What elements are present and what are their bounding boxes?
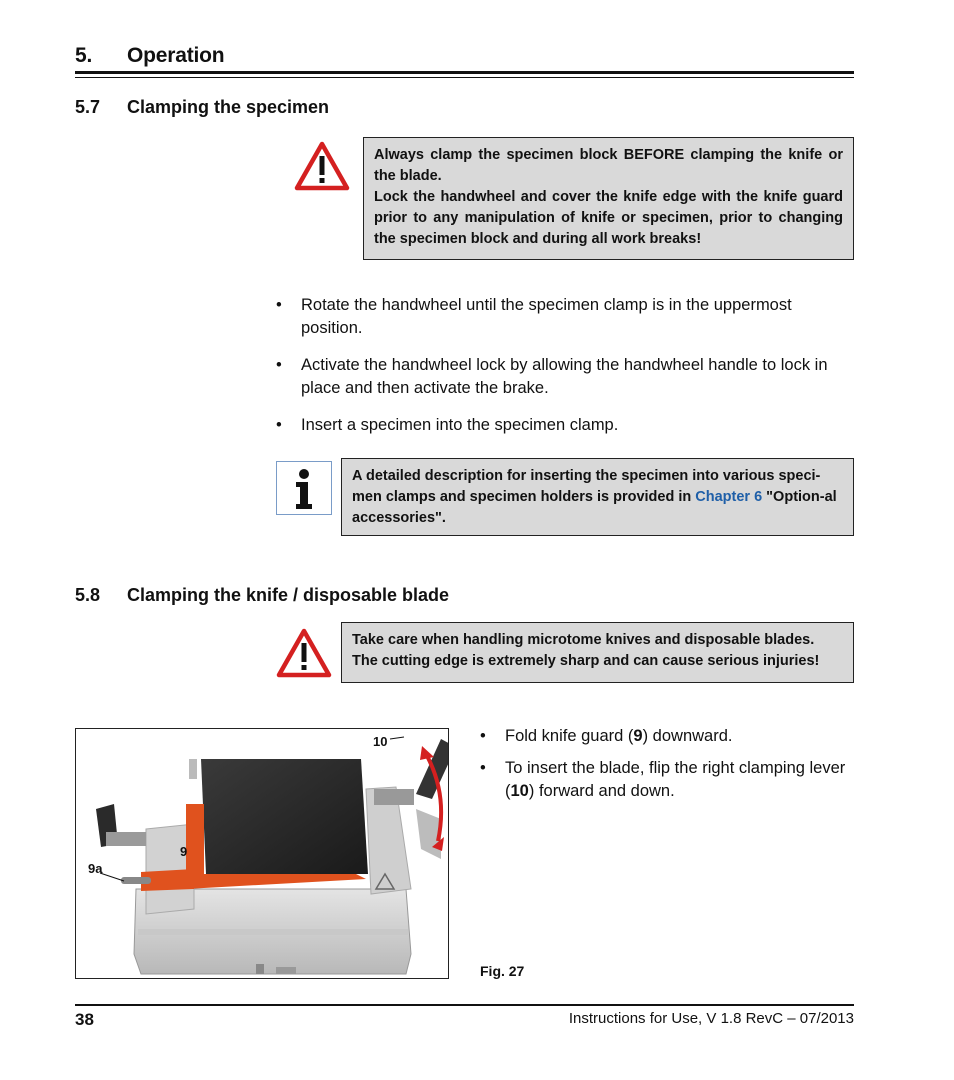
header-rule: [75, 71, 854, 74]
section-title-text: Clamping the specimen: [127, 97, 330, 117]
section-number: 5.7: [75, 97, 101, 117]
chapter-title-text: Operation: [127, 44, 225, 67]
info-box: [341, 458, 854, 536]
list-item: • Activate the handwheel lock by allowing the handwheel handle to lock in place and then activate the brake.: [276, 354, 854, 400]
footer-rule: [75, 1004, 854, 1006]
warning-icon: [294, 141, 350, 191]
bullet-text: To insert the blade, flip the right clamping lever (10) forward and down.: [505, 759, 846, 800]
warning-text-1: Take care when handling microtome knives and disposable blades.: [352, 632, 815, 648]
warning-text-1: Always clamp the specimen block BEFORE clamping the knife or the blade.: [374, 147, 843, 184]
warning-box-knife: [341, 622, 854, 683]
chapter-title: [75, 44, 224, 68]
section-5-7-title: [75, 97, 329, 118]
bullet-text: Fold knife guard (9) downward.: [505, 727, 733, 745]
figure-caption: Fig. 27: [480, 963, 525, 979]
warning-text-2: The cutting edge is extremely sharp and can cause serious injuries!: [352, 653, 820, 669]
section-5-8-title: [75, 585, 449, 606]
section-title-text: Clamping the knife / disposable blade: [127, 585, 450, 605]
callout-9: 9: [180, 844, 188, 859]
callout-9a: 9a: [88, 861, 103, 876]
chapter-number: 5.: [75, 44, 93, 67]
list-item: • To insert the blade, flip the right clamping lever (10) forward and down.: [480, 757, 854, 803]
callout-10: 10: [373, 734, 388, 749]
document-version: Instructions for Use, V 1.8 RevC – 07/2013: [568, 1010, 854, 1027]
header-rule-thin: [75, 77, 854, 78]
figure-27-image: [75, 728, 449, 979]
list-item: • Rotate the handwheel until the specimen clamp is in the uppermost position.: [276, 294, 854, 340]
list-item: • Insert a specimen into the specimen clamp.: [276, 414, 854, 437]
section-number: 5.8: [75, 585, 101, 605]
bullet-text: Activate the handwheel lock by allowing the handwheel handle to lock in place and then activate the brake.: [301, 356, 828, 397]
page-number: 38: [75, 1010, 94, 1029]
info-icon: [276, 461, 332, 515]
microtome-clamp-illustration: [76, 729, 448, 978]
bullet-text: Insert a specimen into the specimen clamp.: [301, 416, 619, 434]
info-text: A detailed description for inserting the specimen into various speci-men clamps and specimen holders is provided in Chapter 6 "Option-al accessories".: [352, 468, 837, 526]
warning-box-specimen: [363, 137, 854, 260]
bullet-text: Rotate the handwheel until the specimen clamp is in the uppermost position.: [301, 296, 792, 337]
chapter-6-link[interactable]: Chapter 6: [695, 489, 763, 505]
list-item: • Fold knife guard (9) downward.: [480, 725, 854, 748]
warning-icon: [276, 628, 332, 678]
warning-text-2: Lock the handwheel and cover the knife edge with the knife guard prior to any manipulation of knife or specimen, prior to changing the specimen block and during all work breaks!: [374, 189, 843, 247]
